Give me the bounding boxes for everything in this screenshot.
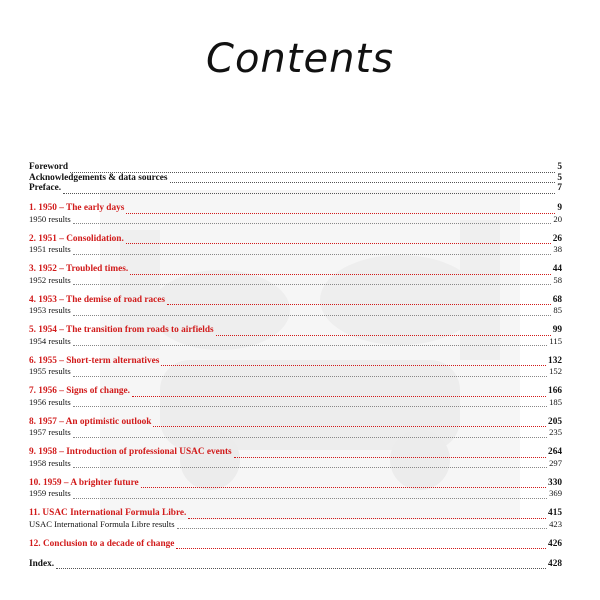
entry-page-number: 99 — [552, 325, 562, 335]
entry-page-number: 426 — [548, 538, 562, 549]
toc-chapter-entry — [29, 325, 562, 336]
entry-page-number: 132 — [548, 355, 562, 366]
entry-title: 12. Conclusion to a decade of change — [29, 538, 175, 549]
entry-title: 6. 1955 – Short-term alternatives — [29, 355, 160, 366]
dot-leader — [73, 247, 552, 255]
dot-leader — [216, 328, 551, 336]
toc-chapter-entry — [29, 417, 562, 428]
dot-leader — [176, 541, 546, 549]
dot-leader — [63, 186, 555, 194]
entry-title: 1954 results — [29, 335, 71, 346]
entry-title: 1956 results — [29, 396, 71, 407]
entry-page-number: 68 — [552, 294, 562, 305]
section-spacer — [29, 255, 562, 265]
entry-page-number: 115 — [549, 335, 562, 346]
section-spacer — [29, 285, 562, 295]
entry-page-number: 7 — [557, 183, 562, 193]
dot-leader — [161, 358, 546, 366]
entry-page-number: 38 — [553, 244, 562, 254]
section-spacer — [29, 194, 562, 204]
entry-page-number: 58 — [553, 274, 562, 285]
entry-title: 1958 results — [29, 457, 71, 468]
toc-results-entry — [29, 458, 562, 469]
toc-chapter-entry — [29, 386, 562, 397]
entry-title: 1959 results — [29, 488, 71, 498]
toc-chapter-entry — [29, 264, 562, 275]
dot-leader — [73, 491, 547, 499]
toc-results-entry — [29, 427, 562, 438]
toc-chapter-entry — [29, 447, 562, 458]
entry-page-number: 5 — [557, 162, 562, 172]
entry-title: 8. 1957 – An optimistic outlook — [29, 416, 152, 427]
dot-leader — [170, 175, 556, 183]
toc-results-entry — [29, 397, 562, 408]
toc-results-entry — [29, 214, 562, 225]
entry-title: 1951 results — [29, 244, 71, 254]
toc-chapter-entry — [29, 478, 562, 489]
toc-chapter-entry — [29, 508, 562, 519]
section-spacer — [29, 438, 562, 448]
section-spacer — [29, 224, 562, 234]
section-spacer — [29, 499, 562, 509]
entry-title: 1. 1950 – The early days — [29, 203, 125, 213]
toc-results-entry — [29, 305, 562, 316]
entry-title: 4. 1953 – The demise of road races — [29, 294, 165, 305]
dot-leader — [141, 480, 546, 488]
toc-index-entry — [29, 559, 562, 570]
entry-title: 7. 1956 – Signs of change. — [29, 386, 130, 396]
entry-title: Acknowledgements & data sources — [29, 172, 168, 183]
entry-page-number: 205 — [548, 416, 562, 427]
dot-leader — [126, 236, 551, 244]
toc-results-entry — [29, 519, 562, 530]
entry-page-number: 185 — [549, 396, 562, 407]
toc-results-entry — [29, 275, 562, 286]
entry-title: 9. 1958 – Introduction of professional USAC events — [29, 447, 232, 457]
entry-page-number: 235 — [549, 427, 562, 437]
entry-page-number: 264 — [548, 447, 562, 457]
dot-leader — [73, 399, 547, 407]
dot-leader — [73, 308, 552, 316]
entry-page-number: 5 — [557, 172, 562, 183]
entry-page-number: 297 — [549, 457, 562, 468]
entry-title: 1950 results — [29, 213, 71, 224]
dot-leader — [73, 216, 552, 224]
entry-title: USAC International Formula Libre results — [29, 518, 175, 529]
dot-leader — [73, 430, 547, 438]
dot-leader — [167, 297, 551, 305]
toc-results-entry — [29, 336, 562, 347]
entry-page-number: 9 — [557, 203, 562, 213]
entry-title: 10. 1959 – A brighter future — [29, 477, 139, 488]
entry-title: 2. 1951 – Consolidation. — [29, 233, 124, 244]
toc-front-entry — [29, 162, 562, 173]
entry-page-number: 20 — [553, 213, 562, 224]
dot-leader — [132, 389, 546, 397]
toc-front-entry — [29, 183, 562, 194]
dot-leader — [126, 206, 555, 214]
section-spacer — [29, 407, 562, 417]
section-spacer — [29, 346, 562, 356]
dot-leader — [153, 419, 546, 427]
table-of-contents — [29, 162, 562, 569]
entry-title: 1955 results — [29, 366, 71, 376]
dot-leader — [177, 521, 548, 529]
section-spacer — [29, 468, 562, 478]
dot-leader — [73, 338, 548, 346]
toc-results-entry — [29, 244, 562, 255]
entry-title: 3. 1952 – Troubled times. — [29, 264, 129, 274]
toc-chapter-entry — [29, 356, 562, 367]
entry-title: 1957 results — [29, 427, 71, 437]
toc-chapter-entry — [29, 295, 562, 306]
dot-leader — [73, 369, 547, 377]
section-spacer — [29, 549, 562, 559]
toc-chapter-entry — [29, 539, 562, 550]
toc-chapter-entry — [29, 203, 562, 214]
entry-page-number: 152 — [549, 366, 562, 376]
toc-front-entry — [29, 173, 562, 184]
dot-leader — [73, 277, 552, 285]
entry-page-number: 330 — [548, 477, 562, 488]
entry-page-number: 166 — [548, 386, 562, 396]
entry-page-number: 369 — [549, 488, 562, 498]
dot-leader — [234, 450, 546, 458]
entry-title: 1953 results — [29, 305, 71, 315]
dot-leader — [56, 561, 546, 569]
dot-leader — [70, 165, 555, 173]
entry-title: Index. — [29, 558, 55, 569]
page-title: Contents — [206, 36, 394, 82]
entry-page-number: 415 — [548, 508, 562, 518]
entry-title: 5. 1954 – The transition from roads to airfields — [29, 325, 214, 335]
entry-title: Preface. — [29, 183, 62, 193]
entry-title: 11. USAC International Formula Libre. — [29, 508, 187, 518]
dot-leader — [130, 267, 551, 275]
entry-title: Foreword — [29, 162, 69, 172]
section-spacer — [29, 377, 562, 387]
toc-results-entry — [29, 366, 562, 377]
entry-title: 1952 results — [29, 274, 71, 285]
entry-page-number: 26 — [552, 233, 562, 244]
dot-leader — [73, 460, 547, 468]
dot-leader — [188, 511, 546, 519]
entry-page-number: 85 — [553, 305, 562, 315]
section-spacer — [29, 316, 562, 326]
entry-page-number: 428 — [548, 558, 562, 569]
section-spacer — [29, 529, 562, 539]
toc-results-entry — [29, 488, 562, 499]
entry-page-number: 44 — [552, 264, 562, 274]
entry-page-number: 423 — [549, 518, 562, 529]
toc-chapter-entry — [29, 234, 562, 245]
